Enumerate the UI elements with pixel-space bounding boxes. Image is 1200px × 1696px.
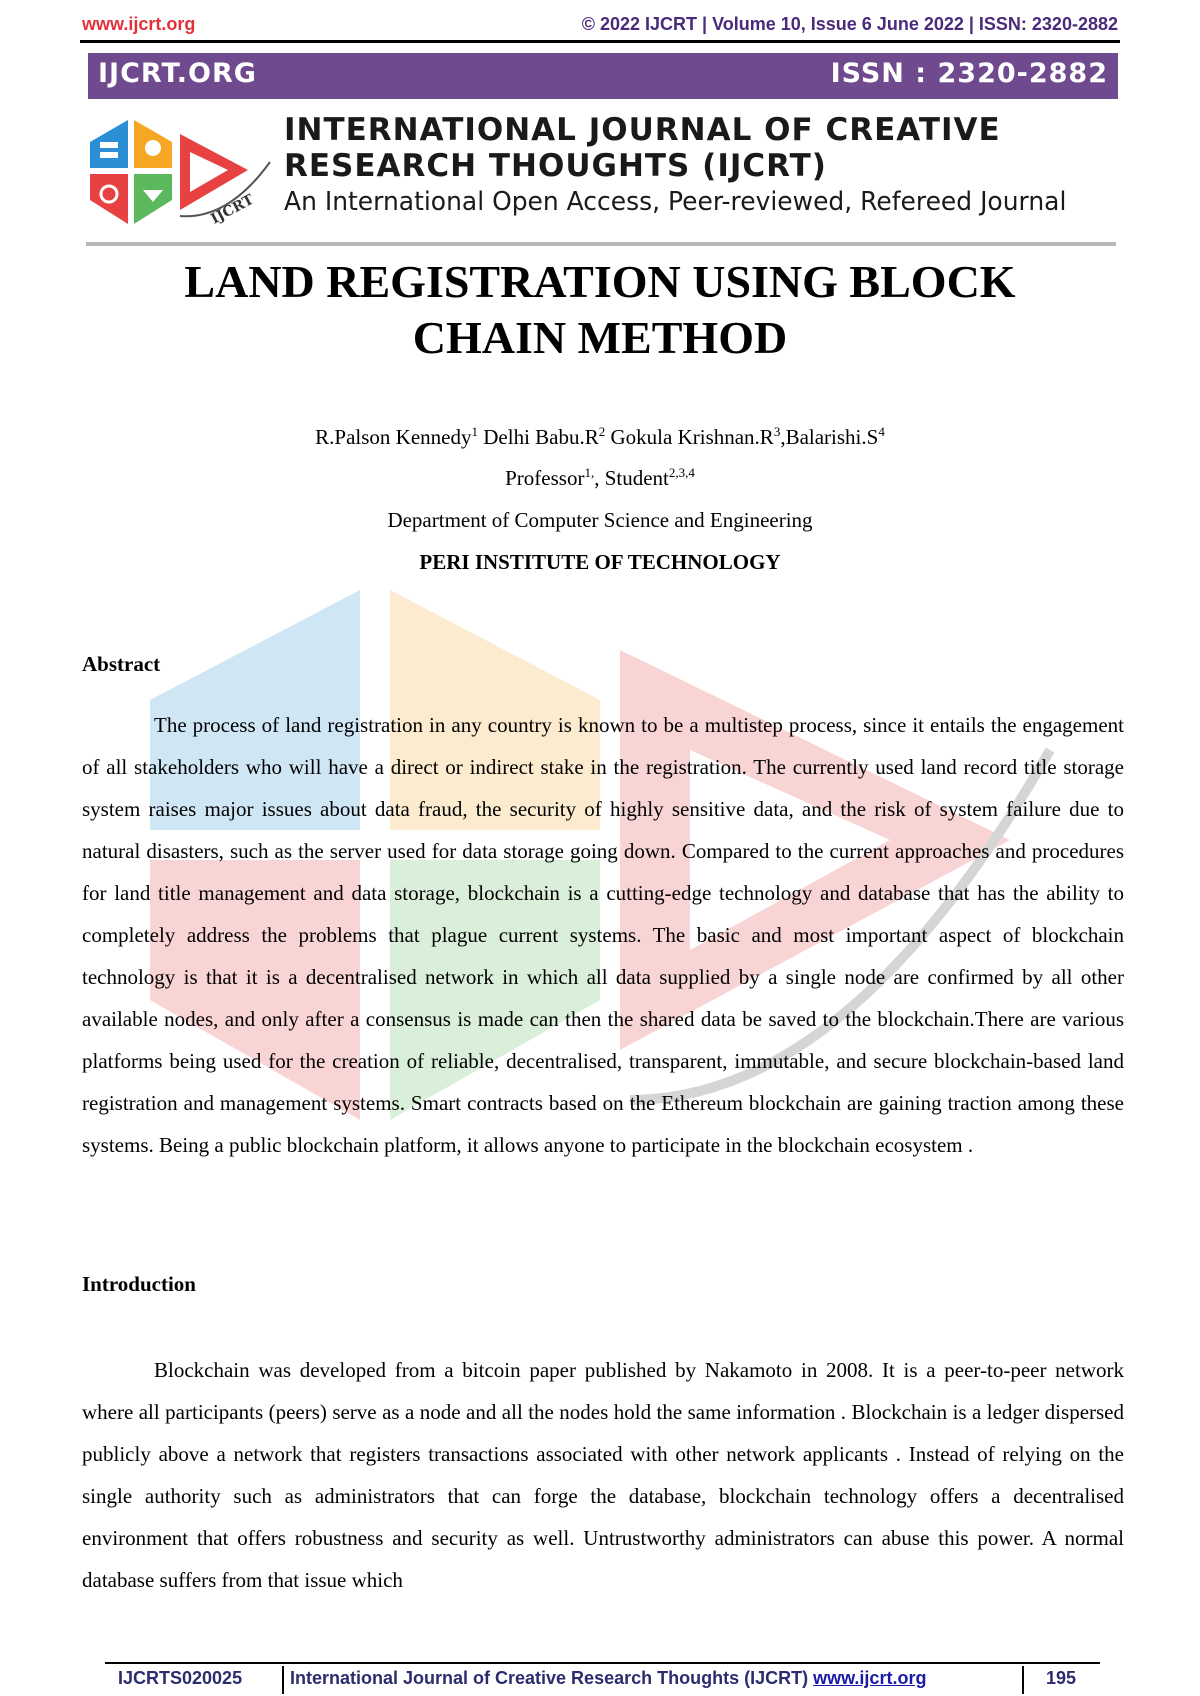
introduction-paragraph: Blockchain was developed from a bitcoin paper published by Nakamoto in 2008. It is a peer-to-peer network where all participants (peers) serve as a node and all the nodes hold the same information . Blockchain is a ledger dispersed publicly above a network that registers transactions associated with other network applicants . Instead of relying on the single authority such as administrators that can forge the database, blockchain technology offers a decentralised environment that offers robustness and security as well. Untrustworthy administrators can abuse this power. A normal database suffers from that issue which <box>82 1358 1124 1592</box>
role-mark: 1, <box>584 465 595 480</box>
paper-title-line2: CHAIN METHOD <box>412 312 788 363</box>
journal-subtitle: An International Open Access, Peer-reviewed, Refereed Journal <box>284 187 1067 217</box>
header-divider <box>86 242 1116 246</box>
author-roles <box>100 466 1100 491</box>
page-number: 195 <box>1046 1668 1077 1688</box>
issue-meta: © 2022 IJCRT | Volume 10, Issue 6 June 2022 | ISSN: 2320-2882 <box>581 14 1118 34</box>
introduction-heading: Introduction <box>82 1272 196 1296</box>
author-name: Gokula Krishnan.R <box>605 425 774 449</box>
role-mark: 2,3,4 <box>668 465 695 480</box>
site-url: www.ijcrt.org <box>82 14 196 34</box>
author-affiliation-mark: 3 <box>773 424 781 439</box>
ijcrt-logo-icon <box>88 112 278 230</box>
author-name: Delhi Babu.R <box>478 425 599 449</box>
footer-paper-id: IJCRTS020025 <box>118 1668 243 1688</box>
footer-rule <box>105 1662 1100 1664</box>
author-name: ,Balarishi.S <box>780 425 879 449</box>
journal-name <box>284 112 1001 184</box>
role-professor: Professor <box>505 466 585 490</box>
header-top-rule <box>80 40 1120 43</box>
journal-name-line2: RESEARCH THOUGHTS (IJCRT) <box>284 148 827 184</box>
footer-journal-name: International Journal of Creative Research Thoughts (IJCRT) <box>290 1668 814 1688</box>
footer-journal <box>290 1668 926 1689</box>
department: Department of Computer Science and Engineering <box>387 508 813 532</box>
paper-title <box>100 254 1100 366</box>
institute: PERI INSTITUTE OF TECHNOLOGY <box>419 550 781 574</box>
abstract-heading: Abstract <box>82 652 161 676</box>
banner-site-name: IJCRT.ORG <box>98 58 257 89</box>
role-student: , Student <box>594 466 669 490</box>
paper-title-line1: LAND REGISTRATION USING BLOCK <box>184 256 1016 307</box>
footer-separator <box>1022 1666 1024 1694</box>
author-affiliation-mark: 1 <box>471 424 478 439</box>
abstract-paragraph: The process of land registration in any country is known to be a multistep process, since it entails the engagement of all stakeholders who will have a direct or indirect stake in the registration. The currently used land record title storage system raises major issues about data fraud, the security of highly sensitive data, and the risk of system failure due to natural disasters, such as the server used for data storage going down. Compared to the current approaches and procedures for land title management and data storage, blockchain is a cutting-edge technology and database that has the ability to completely address the problems that plague current systems. The basic and most important aspect of blockchain technology is that it is a decentralised network in which all data supplied by a single node are confirmed by all other available nodes, and only after a consensus is made can then the shared data be saved to the blockchain.There are various platforms being used for the creation of reliable, decentralised, transparent, immutable, and secure blockchain-based land registration and management systems. Smart contracts based on the Ethereum blockchain are gaining traction among these systems. Being a public blockchain platform, it allows anyone to participate in the blockchain ecosystem . <box>82 713 1124 1157</box>
author-name: R.Palson Kennedy <box>315 425 472 449</box>
footer-link[interactable]: www.ijcrt.org <box>813 1668 927 1688</box>
footer-separator <box>282 1666 284 1694</box>
journal-name-line1: INTERNATIONAL JOURNAL OF CREATIVE <box>284 112 1001 148</box>
author-affiliation-mark: 4 <box>878 424 885 439</box>
logo-text: IJCRT <box>208 191 257 228</box>
author-affiliation-mark: 2 <box>598 424 606 439</box>
author-list <box>100 425 1100 450</box>
banner-issn: ISSN : 2320-2882 <box>830 58 1108 89</box>
